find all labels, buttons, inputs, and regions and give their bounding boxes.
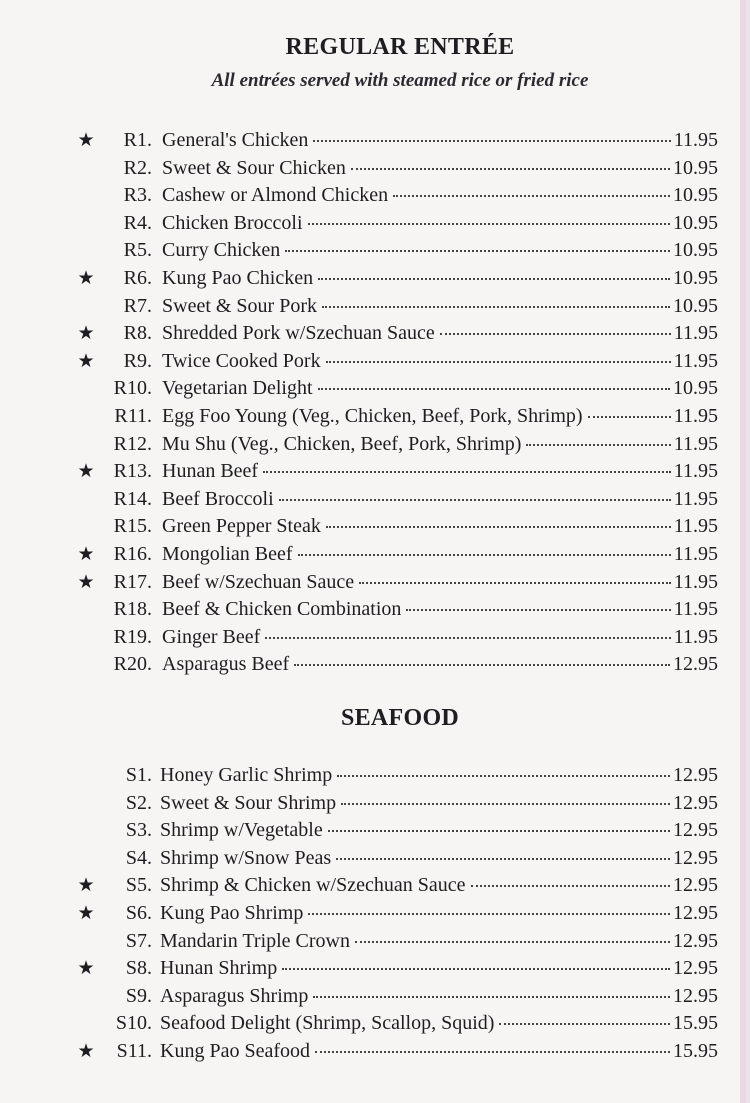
item-code: R4. [123, 211, 152, 234]
item-name: Hunan Shrimp [160, 957, 278, 980]
item-price: 12.95 [673, 929, 718, 952]
item-code: R3. [123, 184, 152, 207]
menu-item [0, 569, 740, 597]
item-code: R12. [113, 432, 152, 455]
item-line [160, 1038, 718, 1066]
item-code: S1. [125, 764, 152, 786]
menu-item [0, 762, 740, 790]
dot-leader [313, 138, 670, 142]
dot-leader [406, 607, 670, 611]
star-icon: ★ [77, 958, 95, 980]
dot-leader [265, 635, 670, 639]
item-code: S5. [125, 874, 152, 897]
dot-leader [471, 883, 671, 887]
item-line [162, 348, 718, 376]
item-name: Cashew or Almond Chicken [162, 184, 389, 207]
item-name: Mandarin Triple Crown [160, 929, 350, 952]
dot-leader [308, 911, 670, 915]
menu-item [0, 845, 740, 873]
item-name: Shredded Pork w/Szechuan Sauce [162, 322, 435, 345]
item-line [162, 431, 718, 459]
star-icon: ★ [77, 130, 95, 151]
item-line [162, 265, 718, 293]
item-price: 11.95 [673, 404, 718, 427]
item-name: Shrimp w/Snow Peas [160, 846, 332, 869]
item-code: R19. [113, 625, 152, 648]
star-icon: ★ [77, 461, 95, 483]
item-name: Sweet & Sour Shrimp [160, 791, 337, 814]
item-line [162, 541, 718, 569]
menu-item [0, 1010, 740, 1038]
item-line [162, 403, 718, 431]
item-code: R11. [114, 404, 152, 427]
item-name: Beef w/Szechuan Sauce [162, 570, 355, 593]
item-name: Hunan Beef [162, 460, 259, 483]
dot-leader [263, 469, 671, 473]
item-line [162, 513, 718, 541]
menu-item [0, 486, 740, 514]
star-icon: ★ [77, 875, 95, 897]
regular-entree-subtitle: All entrées served with steamed rice or fried rice [211, 70, 589, 91]
menu-item [0, 458, 740, 486]
item-name: Seafood Delight (Shrimp, Scallop, Squid) [160, 1012, 495, 1035]
menu-item [0, 1038, 740, 1066]
item-line [162, 182, 718, 210]
item-line [162, 651, 718, 679]
seafood-list [0, 762, 740, 1066]
item-line [160, 900, 718, 928]
item-line [160, 817, 718, 845]
dot-leader [499, 1021, 670, 1025]
regular-entree-list [0, 127, 740, 679]
item-line [160, 872, 718, 900]
item-name: Asparagus Shrimp [160, 984, 309, 1007]
seafood-heading: SEAFOOD [340, 705, 460, 731]
item-price: 11.95 [673, 570, 718, 593]
item-price: 11.95 [673, 598, 718, 621]
dot-leader [328, 828, 670, 832]
star-icon: ★ [77, 543, 95, 565]
item-name: Twice Cooked Pork [162, 349, 321, 372]
item-price: 11.95 [673, 515, 718, 538]
item-price: 12.95 [673, 984, 718, 1007]
star-icon: ★ [77, 902, 95, 924]
item-code: R2. [123, 156, 152, 179]
item-name: Shrimp & Chicken w/Szechuan Sauce [160, 874, 466, 897]
menu-item [0, 155, 740, 183]
item-code: S7. [125, 929, 152, 952]
item-line [160, 955, 718, 983]
item-price: 10.95 [673, 184, 718, 207]
item-name: Sweet & Sour Pork [162, 294, 317, 317]
item-code: R13. [113, 460, 152, 483]
item-code: R17. [113, 570, 152, 593]
item-price: 12.95 [673, 846, 718, 869]
item-price: 12.95 [673, 901, 718, 924]
item-line [160, 762, 718, 790]
item-price: 12.95 [673, 957, 718, 980]
menu-item [0, 403, 740, 431]
star-icon: ★ [77, 350, 95, 372]
item-code: R1. [123, 129, 152, 151]
dot-leader [318, 276, 670, 280]
item-price: 11.95 [673, 349, 718, 372]
item-name: Asparagus Beef [162, 653, 290, 676]
dot-leader [308, 221, 670, 225]
item-name: General's Chicken [162, 129, 309, 151]
item-line [162, 624, 718, 652]
dot-leader [393, 193, 670, 197]
menu-item [0, 790, 740, 818]
item-name: Kung Pao Chicken [162, 266, 314, 289]
item-price: 10.95 [673, 266, 718, 289]
item-name: Egg Foo Young (Veg., Chicken, Beef, Pork, Shrimp) [162, 404, 583, 427]
dot-leader [318, 386, 671, 390]
dot-leader [440, 331, 671, 335]
menu-item [0, 127, 740, 155]
item-line [162, 237, 718, 265]
item-price: 11.95 [673, 460, 718, 483]
menu-item [0, 651, 740, 679]
dot-leader [285, 248, 670, 252]
menu-item [0, 513, 740, 541]
item-price: 12.95 [673, 764, 718, 786]
menu-item [0, 293, 740, 321]
item-line [160, 845, 718, 873]
menu-item [0, 320, 740, 348]
item-name: Curry Chicken [162, 239, 281, 262]
menu-item [0, 182, 740, 210]
menu-item [0, 348, 740, 376]
item-line [160, 928, 718, 956]
item-code: S3. [125, 819, 152, 842]
item-code: R14. [113, 487, 152, 510]
dot-leader [326, 524, 671, 528]
item-code: R6. [123, 266, 152, 289]
dot-leader [313, 994, 670, 998]
item-price: 12.95 [673, 819, 718, 842]
item-name: Ginger Beef [162, 625, 261, 648]
item-price: 11.95 [673, 129, 718, 151]
item-line [162, 127, 718, 155]
star-icon: ★ [77, 571, 95, 593]
dot-leader [279, 497, 671, 501]
item-price: 12.95 [673, 874, 718, 897]
dot-leader [355, 939, 670, 943]
item-line [160, 1010, 718, 1038]
item-name: Beef & Chicken Combination [162, 598, 402, 621]
star-icon: ★ [77, 267, 95, 289]
menu-item [0, 983, 740, 1011]
item-line [162, 569, 718, 597]
item-price: 10.95 [673, 377, 718, 400]
dot-leader [351, 166, 670, 170]
item-price: 10.95 [673, 239, 718, 262]
item-line [162, 596, 718, 624]
menu-item [0, 624, 740, 652]
menu-item [0, 928, 740, 956]
item-name: Mu Shu (Veg., Chicken, Beef, Pork, Shrimp) [162, 432, 522, 455]
dot-leader [294, 662, 670, 666]
item-name: Honey Garlic Shrimp [160, 764, 333, 786]
item-line [160, 790, 718, 818]
star-icon: ★ [77, 323, 95, 345]
dot-leader [282, 966, 670, 970]
item-line [160, 983, 718, 1011]
item-line [162, 210, 718, 238]
menu-item [0, 817, 740, 845]
dot-leader [326, 359, 671, 363]
dot-leader [315, 1049, 670, 1053]
item-name: Kung Pao Seafood [160, 1039, 310, 1062]
menu-item [0, 596, 740, 624]
item-price: 10.95 [673, 294, 718, 317]
menu-item [0, 210, 740, 238]
item-code: R7. [123, 294, 152, 317]
item-price: 11.95 [673, 487, 718, 510]
item-name: Beef Broccoli [162, 487, 274, 510]
item-code: R15. [113, 515, 152, 538]
dot-leader [337, 773, 670, 777]
item-code: R20. [113, 653, 152, 676]
menu-item [0, 541, 740, 569]
dot-leader [298, 552, 671, 556]
menu-item [0, 237, 740, 265]
dot-leader [588, 414, 671, 418]
item-name: Sweet & Sour Chicken [162, 156, 346, 179]
menu-item [0, 900, 740, 928]
item-code: R18. [113, 598, 152, 621]
item-line [162, 320, 718, 348]
menu-item [0, 375, 740, 403]
item-name: Kung Pao Shrimp [160, 901, 304, 924]
item-code: S11. [116, 1039, 152, 1062]
regular-entree-heading: REGULAR ENTRÉE [285, 34, 515, 60]
item-name: Shrimp w/Vegetable [160, 819, 323, 842]
menu-item [0, 265, 740, 293]
item-line [162, 155, 718, 183]
dot-leader [526, 442, 670, 446]
item-code: R10. [113, 377, 152, 400]
item-price: 11.95 [673, 542, 718, 565]
item-code: S10. [115, 1012, 152, 1035]
item-code: S6. [125, 901, 152, 924]
item-price: 11.95 [673, 322, 718, 345]
item-code: S8. [125, 957, 152, 980]
menu-item [0, 872, 740, 900]
item-code: S4. [125, 846, 152, 869]
item-line [162, 486, 718, 514]
item-price: 12.95 [673, 653, 718, 676]
item-price: 15.95 [673, 1012, 718, 1035]
item-price: 10.95 [673, 211, 718, 234]
item-name: Vegetarian Delight [162, 377, 313, 400]
item-price: 10.95 [673, 156, 718, 179]
item-line [162, 458, 718, 486]
item-price: 15.95 [673, 1039, 718, 1062]
item-code: R5. [123, 239, 152, 262]
item-name: Green Pepper Steak [162, 515, 321, 538]
star-icon: ★ [77, 1040, 95, 1062]
item-name: Mongolian Beef [162, 542, 293, 565]
item-line [162, 375, 718, 403]
item-price: 11.95 [673, 432, 718, 455]
item-code: R8. [123, 322, 152, 345]
dot-leader [359, 580, 671, 584]
item-price: 11.95 [673, 625, 718, 648]
item-name: Chicken Broccoli [162, 211, 303, 234]
dot-leader [336, 856, 670, 860]
item-code: S9. [125, 984, 152, 1007]
dot-leader [341, 801, 670, 805]
item-price: 12.95 [673, 791, 718, 814]
menu-item [0, 955, 740, 983]
item-code: S2. [125, 791, 152, 814]
item-line [162, 293, 718, 321]
menu-item [0, 431, 740, 459]
dot-leader [322, 304, 670, 308]
item-code: R16. [113, 542, 152, 565]
item-code: R9. [123, 349, 152, 372]
